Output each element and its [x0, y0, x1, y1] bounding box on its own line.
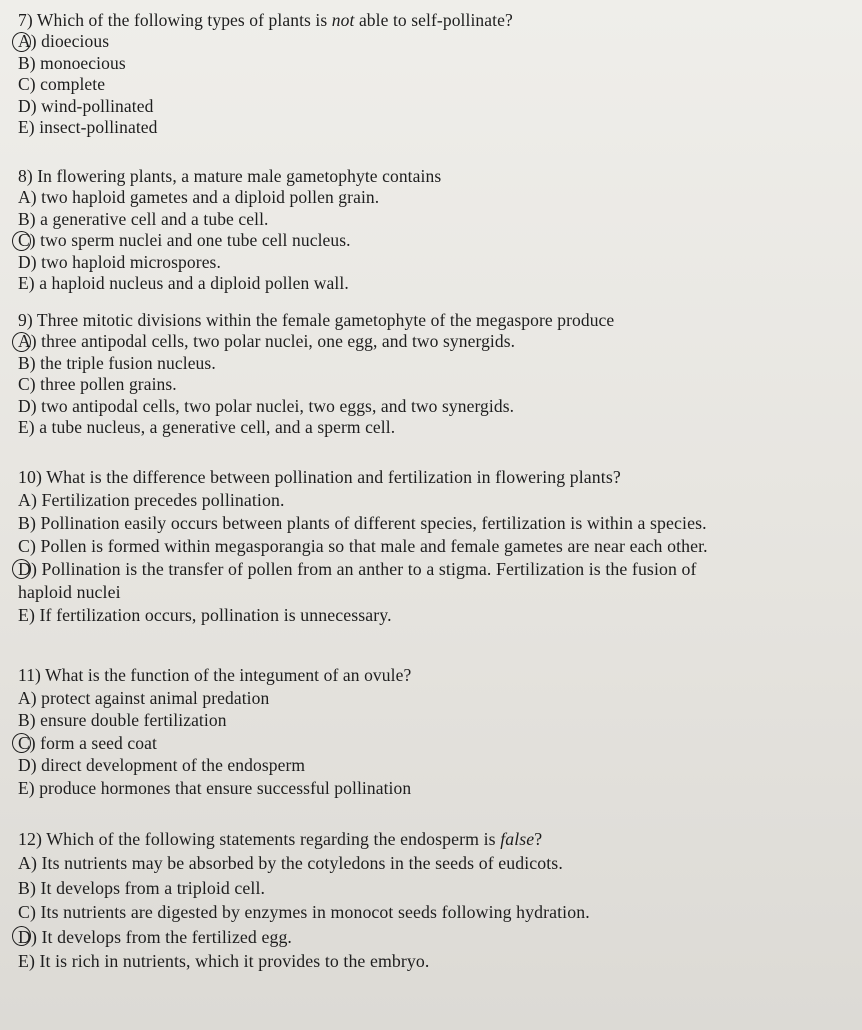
question-10 [18, 466, 848, 627]
option-a: A) two haploid gametes and a diploid pollen grain. [18, 187, 380, 208]
question-11 [18, 664, 848, 800]
option-d: D) Pollination is the transfer of pollen from an anther to a stigma. Fertilization is the fusion of [18, 558, 848, 581]
option-a: A) Fertilization precedes pollination. [18, 490, 285, 510]
option-c: C) form a seed coat [18, 732, 848, 755]
option-c: C) complete [18, 74, 106, 95]
option-b: B) Pollination easily occurs between plants of different species, fertilization is within a species. [18, 513, 707, 533]
answer-circle-mark [12, 926, 31, 946]
question-prompt: 7) Which of the following types of plants is not able to self-pollinate? [18, 10, 513, 30]
option-e: E) It is rich in nutrients, which it provides to the embryo. [18, 951, 430, 972]
question-prompt: 12) Which of the following statements regarding the endosperm is false? [18, 829, 543, 849]
answer-circle-mark [12, 559, 31, 579]
option-d: D) wind-pollinated [18, 95, 154, 116]
option-c: C) Its nutrients are digested by enzymes in monocot seeds following hydration. [18, 902, 590, 923]
option-d: D) It develops from the fertilized egg. [18, 925, 848, 949]
question-prompt: 10) What is the difference between pollination and fertilization in flowering plants? [18, 467, 621, 487]
option-d: D) direct development of the endosperm [18, 755, 306, 776]
option-b: B) It develops from a triploid cell. [18, 877, 266, 898]
answer-circle-mark [12, 733, 31, 753]
question-prompt: 8) In flowering plants, a mature male gametophyte contains [18, 166, 442, 186]
option-d-continued: haploid nuclei [18, 582, 121, 602]
option-a: A) dioecious [18, 31, 848, 52]
option-c: C) two sperm nuclei and one tube cell nucleus. [18, 230, 848, 251]
option-c: C) Pollen is formed within megasporangia so that male and female gametes are near each other. [18, 536, 708, 556]
option-b: B) monoecious [18, 52, 126, 73]
option-e: E) insect-pollinated [18, 117, 158, 138]
question-12 [18, 827, 848, 973]
option-b: B) the triple fusion nucleus. [18, 352, 216, 373]
option-a: A) protect against animal predation [18, 687, 270, 708]
question-8 [18, 166, 848, 294]
option-a: A) Its nutrients may be absorbed by the cotyledons in the seeds of eudicots. [18, 853, 563, 874]
option-c: C) three pollen grains. [18, 374, 177, 395]
question-prompt: 11) What is the function of the integument of an ovule? [18, 665, 412, 685]
option-d: D) two haploid microspores. [18, 251, 221, 272]
option-b: B) ensure double fertilization [18, 710, 227, 731]
option-e: E) a tube nucleus, a generative cell, and a sperm cell. [18, 417, 396, 438]
option-e: E) a haploid nucleus and a diploid pollen wall. [18, 273, 349, 294]
option-d: D) two antipodal cells, two polar nuclei, two eggs, and two synergids. [18, 395, 515, 416]
option-e: E) If fertilization occurs, pollination is unnecessary. [18, 605, 392, 625]
option-b: B) a generative cell and a tube cell. [18, 208, 269, 229]
option-a: A) three antipodal cells, two polar nuclei, one egg, and two synergids. [18, 331, 848, 352]
question-9 [18, 310, 848, 438]
question-7 [18, 10, 848, 138]
option-e: E) produce hormones that ensure successful pollination [18, 777, 412, 798]
question-prompt: 9) Three mitotic divisions within the female gametophyte of the megaspore produce [18, 310, 615, 330]
